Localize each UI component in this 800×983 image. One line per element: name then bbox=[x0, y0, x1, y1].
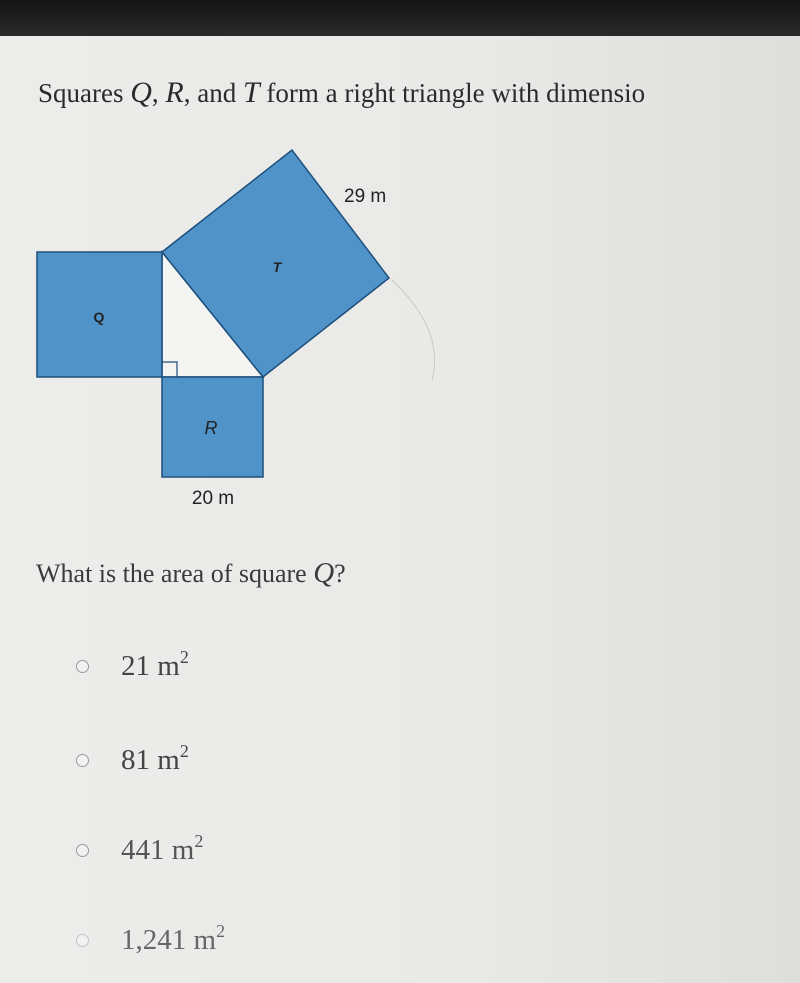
question-text bbox=[38, 76, 645, 110]
radio-button[interactable] bbox=[76, 754, 89, 767]
var-q: Q bbox=[130, 76, 152, 109]
question-suffix: form a right triangle with dimensio bbox=[266, 78, 646, 108]
choice-unit bbox=[193, 920, 226, 956]
choice-label bbox=[121, 646, 189, 683]
choice-1241[interactable] bbox=[76, 918, 225, 962]
label-t: T bbox=[272, 259, 282, 275]
choice-81[interactable] bbox=[76, 738, 189, 782]
label-q: Q bbox=[93, 309, 105, 325]
unit-base: m bbox=[193, 923, 217, 956]
unit-exponent: 2 bbox=[179, 740, 189, 761]
choice-label bbox=[121, 830, 204, 867]
radio-button[interactable] bbox=[76, 844, 89, 857]
choice-unit bbox=[171, 830, 204, 866]
choice-value: 21 bbox=[121, 649, 150, 682]
unit-base: m bbox=[157, 743, 180, 776]
choice-value: 1,241 bbox=[121, 923, 187, 956]
label-r: R bbox=[204, 418, 218, 438]
faint-arc bbox=[392, 280, 435, 380]
choice-value: 81 bbox=[121, 743, 150, 776]
unit-exponent: 2 bbox=[179, 646, 189, 667]
unit-base: m bbox=[171, 833, 195, 866]
prompt-end: ? bbox=[334, 559, 346, 588]
question-prompt bbox=[36, 557, 346, 590]
pythagorean-figure bbox=[0, 140, 460, 520]
question-sep1: , bbox=[151, 78, 159, 108]
choice-unit bbox=[157, 740, 189, 776]
var-t: T bbox=[242, 76, 260, 109]
choice-441[interactable] bbox=[76, 828, 203, 872]
unit-exponent: 2 bbox=[194, 830, 204, 851]
top-bar bbox=[0, 0, 800, 36]
side-r-label: 20 m bbox=[191, 488, 235, 509]
choice-21[interactable] bbox=[76, 644, 189, 688]
question-sep2: , and bbox=[183, 78, 237, 108]
prompt-var-q: Q bbox=[313, 557, 335, 589]
choice-unit bbox=[157, 646, 189, 682]
radio-button[interactable] bbox=[76, 934, 89, 947]
unit-base: m bbox=[157, 649, 180, 682]
choice-label bbox=[121, 920, 226, 957]
choice-label bbox=[121, 740, 189, 777]
question-prefix: Squares bbox=[38, 78, 124, 108]
prompt-text: What is the area of square bbox=[36, 559, 307, 588]
var-r: R bbox=[165, 76, 184, 109]
radio-button[interactable] bbox=[76, 660, 89, 673]
side-t-label: 29 m bbox=[344, 186, 387, 207]
choice-value: 441 bbox=[121, 833, 165, 866]
unit-exponent: 2 bbox=[216, 920, 226, 941]
